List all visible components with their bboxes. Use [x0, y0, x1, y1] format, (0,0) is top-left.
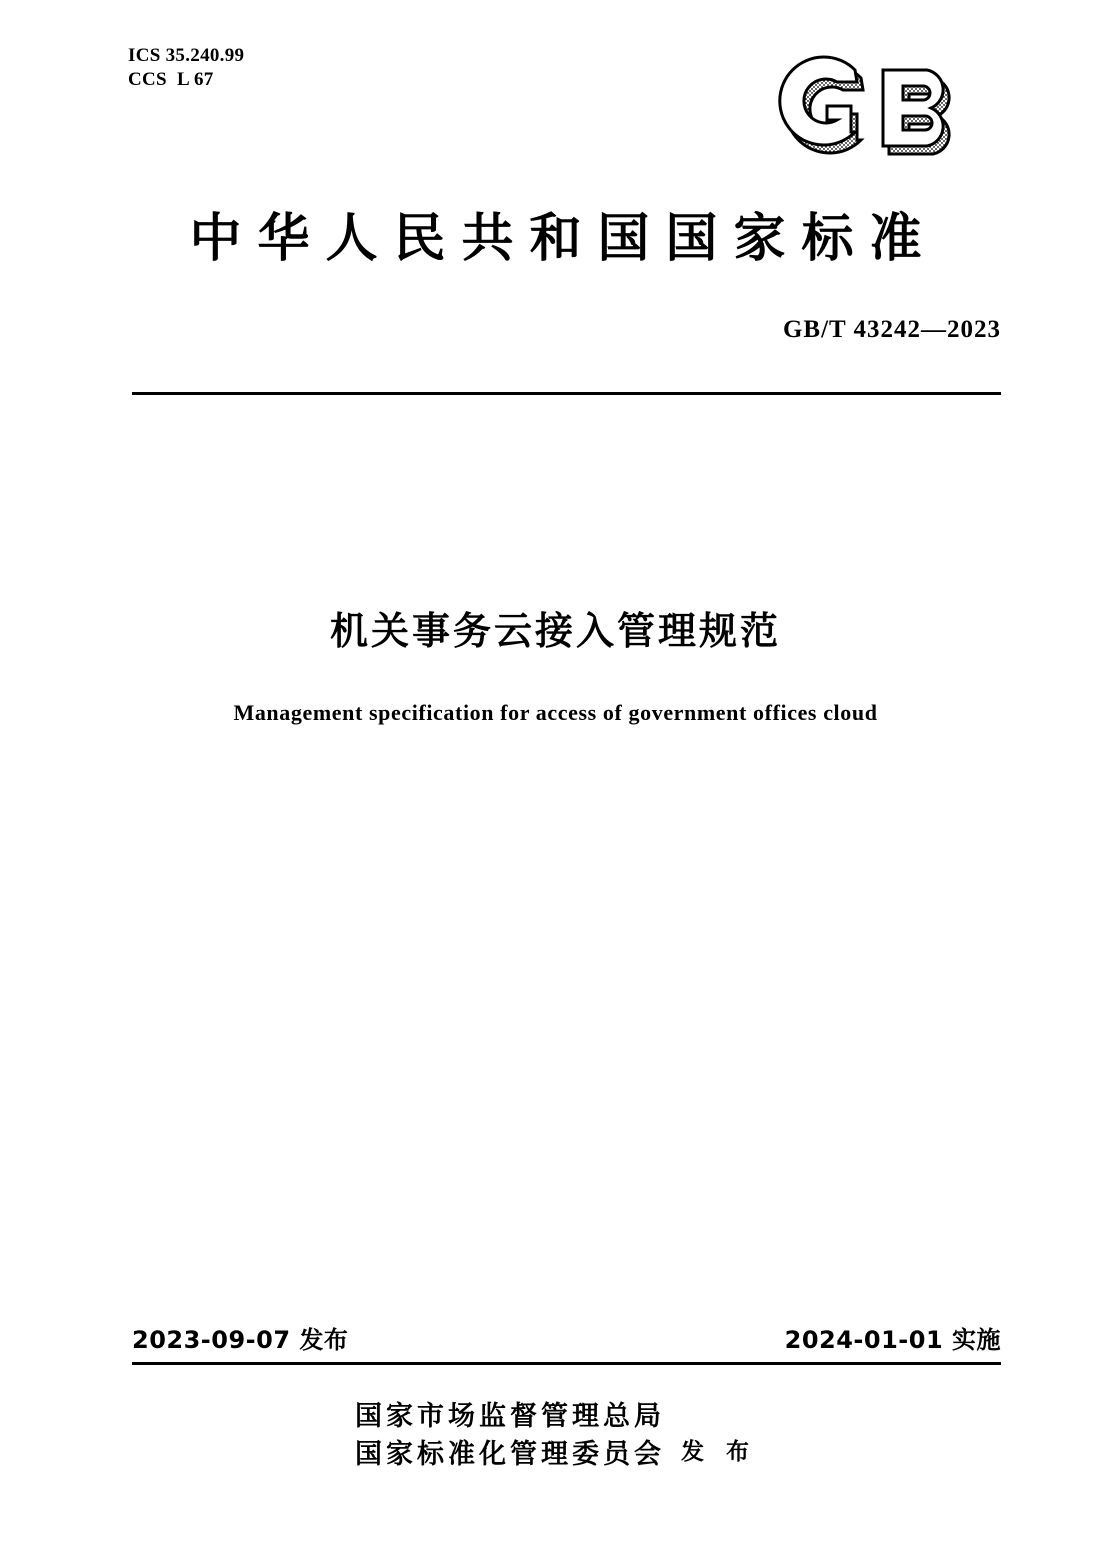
document-title-chinese: 机关事务云接入管理规范 [329, 608, 781, 653]
issuing-authority [0, 1398, 1111, 1475]
standard-number: GB/T 43242—2023 [782, 316, 1001, 343]
classification-codes [128, 44, 244, 93]
ics-code: ICS 35.240.99 [128, 45, 245, 66]
issuer-line-2: 国家标准化管理委员会 [354, 1439, 665, 1471]
effective-date: 2024-01-01 实施 [784, 1326, 1001, 1354]
ccs-code: CCS L 67 [128, 69, 214, 91]
national-standard-title: 中华人民共和国国家标准 [189, 208, 938, 269]
issuer-names [355, 1398, 665, 1475]
footer-divider [132, 1362, 1001, 1365]
gb-logo-icon [763, 48, 993, 173]
issuer-line-1: 国家市场监督管理总局 [354, 1401, 665, 1432]
document-title-english: Management specification for access of government offices cloud [233, 700, 878, 725]
issue-date: 2023-09-07 发布 [132, 1326, 349, 1354]
issuer-verb: 发 布 [680, 1437, 756, 1465]
header-divider [132, 392, 1001, 395]
